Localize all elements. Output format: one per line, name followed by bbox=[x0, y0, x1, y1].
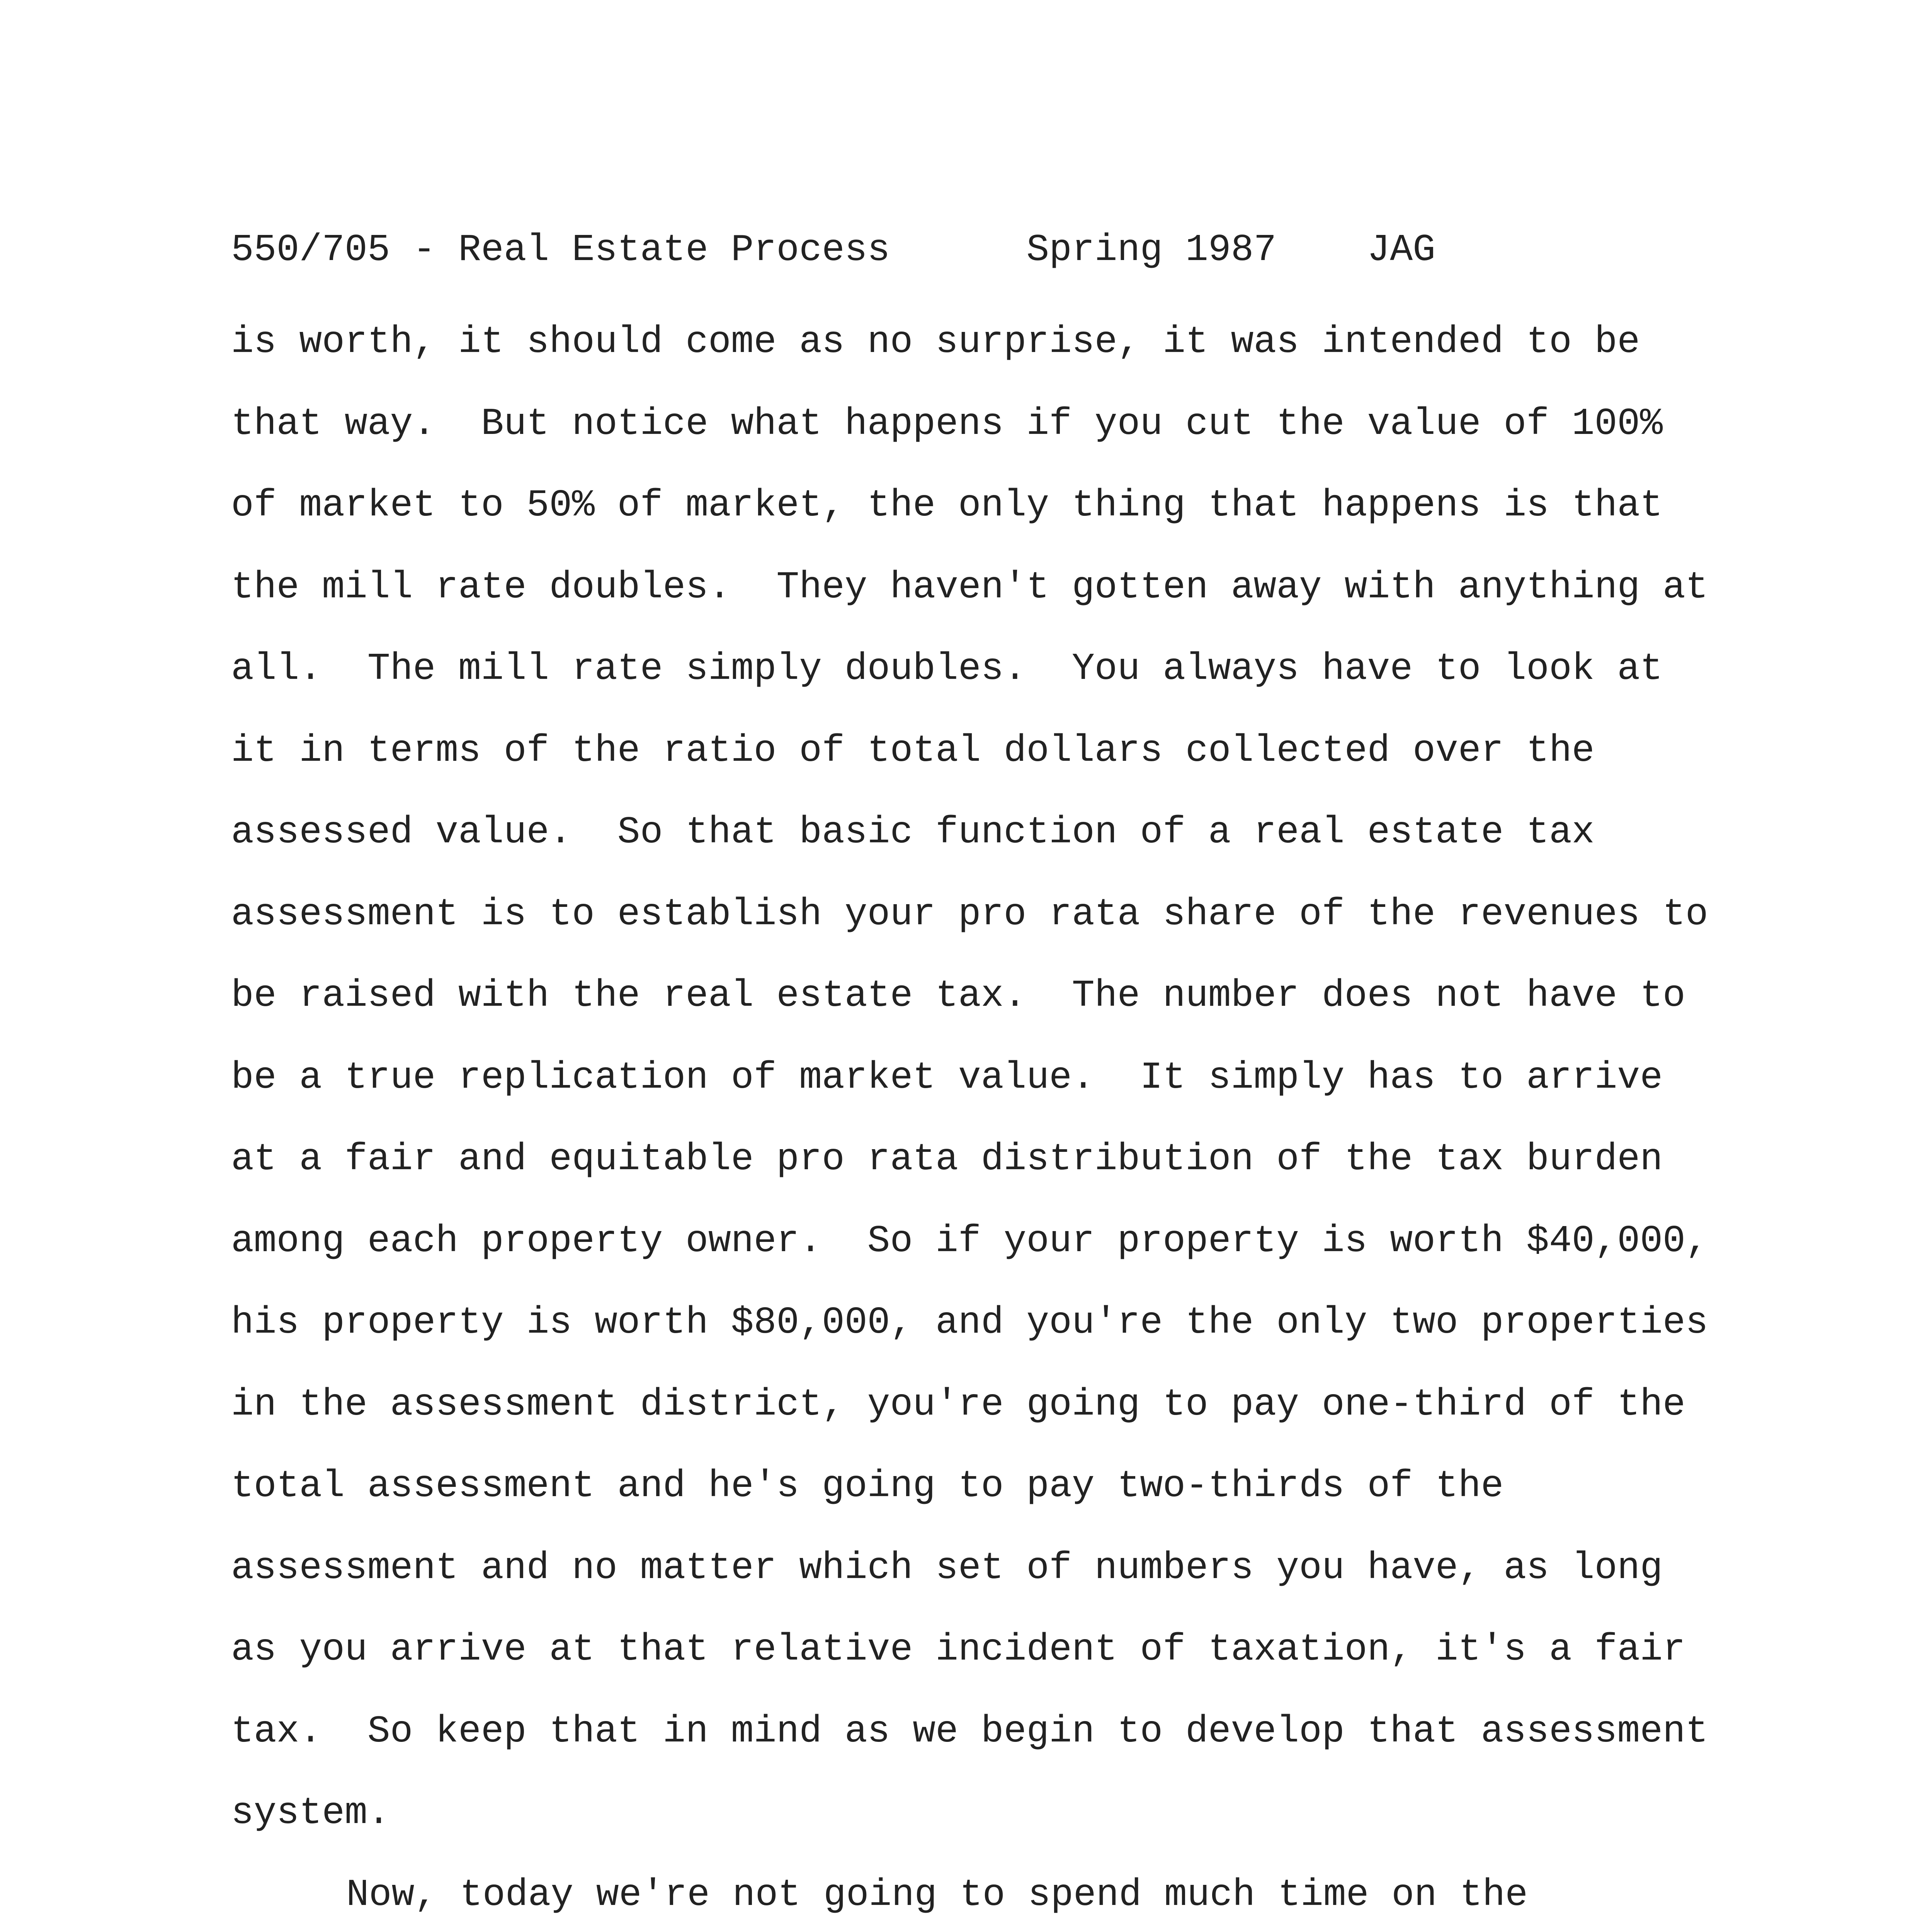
text-line: is worth, it should come as no surprise, it was intended to be bbox=[231, 321, 1640, 364]
text-line: in the assessment district, you're going to pay one-third of the bbox=[231, 1383, 1685, 1426]
text-line: assessment is to establish your pro rata share of the revenues to bbox=[231, 893, 1708, 936]
text-line: his property is worth $80,000, and you're the only two properties bbox=[231, 1301, 1708, 1344]
text-line: that way. But notice what happens if you cut the value of 100% bbox=[231, 402, 1663, 446]
body-text bbox=[231, 301, 1777, 1932]
text-line: at a fair and equitable pro rata distribution of the tax burden bbox=[231, 1138, 1663, 1181]
text-line: tax. So keep that in mind as we begin to develop that assessment bbox=[231, 1710, 1708, 1753]
text-line: of market to 50% of market, the only thing that happens is that bbox=[231, 484, 1663, 527]
text-line: the mill rate doubles. They haven't gotten away with anything at bbox=[231, 566, 1708, 609]
paragraph-first-line: Now, today we're not going to spend much time on the bbox=[346, 1873, 1528, 1917]
text-line: be raised with the real estate tax. The number does not have to bbox=[231, 975, 1685, 1017]
page-header bbox=[231, 219, 1777, 281]
text-line: total assessment and he's going to pay two-thirds of the bbox=[231, 1465, 1504, 1508]
text-line: assessed value. So that basic function of a real estate tax bbox=[231, 811, 1595, 854]
text-line: assessment and no matter which set of numbers you have, as long bbox=[231, 1546, 1663, 1590]
text-line: among each property owner. So if your property is worth $40,000, bbox=[231, 1219, 1708, 1263]
text-line: as you arrive at that relative incident of taxation, it's a fair bbox=[231, 1628, 1685, 1671]
term: Spring 1987 bbox=[1026, 229, 1277, 272]
text-line: it in terms of the ratio of total dollars collected over the bbox=[231, 729, 1595, 772]
text-line: be a true replication of market value. It simply has to arrive bbox=[231, 1056, 1663, 1099]
text-line: system. bbox=[231, 1792, 390, 1835]
text-line: all. The mill rate simply doubles. You always have to look at bbox=[231, 648, 1663, 690]
course-title: 550/705 - Real Estate Process bbox=[231, 229, 890, 272]
author-initials: JAG bbox=[1367, 229, 1435, 272]
